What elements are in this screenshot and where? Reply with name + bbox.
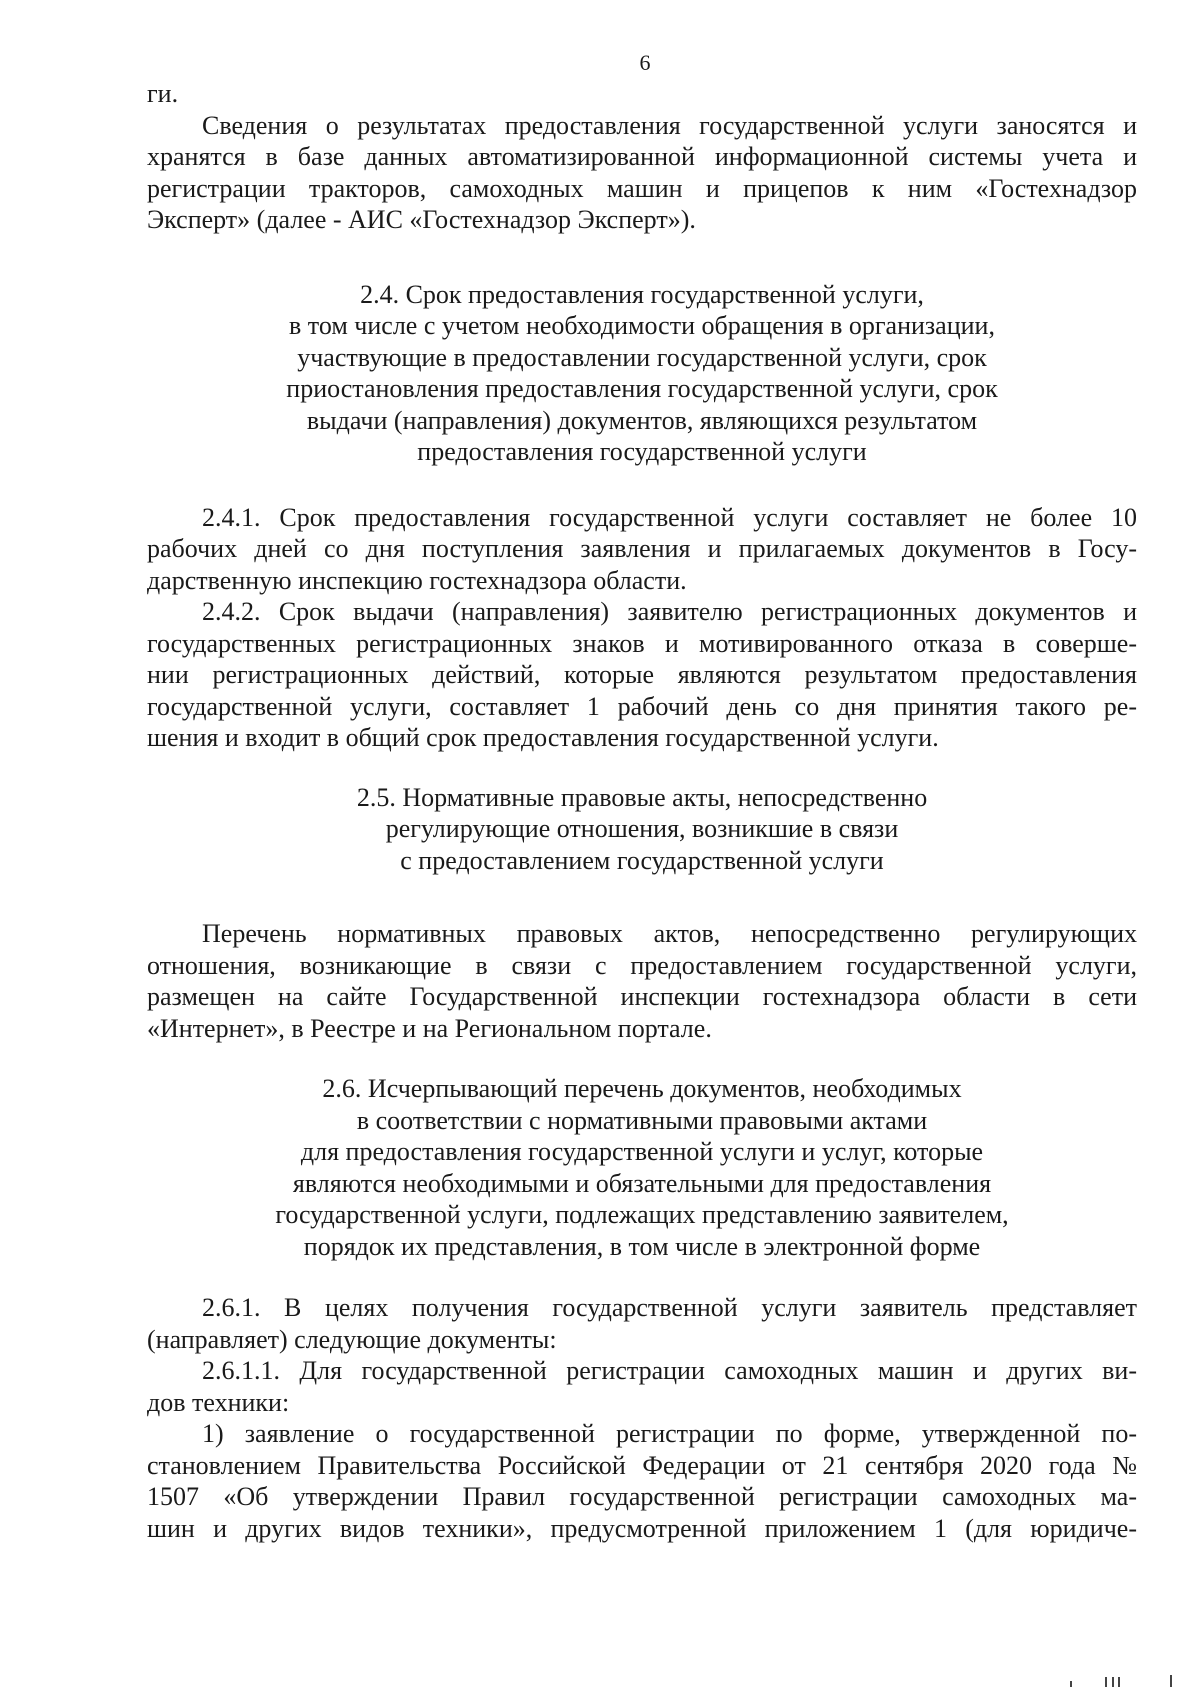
text-line: дарственную инспекцию гостехнадзора области.	[147, 565, 687, 595]
text-line: отношения, возникающие в связи с предоставлением государственной услуги,	[147, 950, 1137, 980]
paragraph	[147, 1418, 1137, 1544]
text-line: государственной услуги, составляет 1 рабочий день со дня принятия такого ре-	[147, 691, 1137, 721]
spacer	[147, 468, 1137, 502]
text-line: 2.4.2. Срок выдачи (направления) заявителю регистрационных документов и	[202, 597, 1137, 626]
text-line: государственных регистрационных знаков и мотивированного отказа в соверше-	[147, 628, 1137, 658]
text-line: становлением Правительства Российской Федерации от 21 сентября 2020 года №	[147, 1450, 1137, 1480]
paragraph	[147, 1355, 1137, 1418]
text-line: «Интернет», в Реестре и на Региональном портале.	[147, 1013, 712, 1043]
spacer	[147, 1044, 1137, 1073]
text-line: хранятся в базе данных автоматизированной информационной системы учета и	[147, 142, 1137, 171]
text-line: дов техники:	[147, 1387, 290, 1417]
heading-line: 2.4. Срок предоставления государственной услуги,	[360, 279, 924, 309]
paragraph	[147, 110, 1137, 236]
section-heading	[147, 782, 1137, 877]
document-body	[147, 78, 1137, 1544]
text-line: нии регистрационных действий, которые являются результатом предоставления	[147, 660, 1137, 689]
text-line: 1) заявление о государственной регистрации по форме, утвержденной по-	[202, 1419, 1137, 1448]
heading-line: в соответствии с нормативными правовыми актами	[356, 1105, 928, 1135]
section-heading	[147, 279, 1137, 468]
text-line: шин и других видов техники», предусмотренной приложением 1 (для юридиче-	[147, 1513, 1137, 1543]
text-line: шения и входит в общий срок предоставления государственной услуги.	[147, 723, 939, 752]
heading-line: для предоставления государственной услуги и услуг, которые	[300, 1137, 984, 1166]
heading-line: являются необходимыми и обязательными для предоставления	[292, 1168, 992, 1198]
text-line: ги.	[147, 79, 179, 108]
text-line: 2.6.1.1. Для государственной регистрации самоходных машин и других ви-	[202, 1356, 1137, 1385]
heading-line: 2.6. Исчерпывающий перечень документов, необходимых	[322, 1074, 962, 1103]
paragraph	[147, 596, 1137, 754]
spacer	[147, 876, 1137, 918]
page-number: 6	[639, 50, 651, 75]
heading-line: участвующие в предоставлении государственной услуги, срок	[297, 342, 987, 372]
paragraph	[147, 502, 1137, 597]
heading-line: государственной услуги, подлежащих представлению заявителем,	[275, 1200, 1009, 1229]
text-line: Эксперт» (далее - АИС «Гостехнадзор Эксперт»).	[147, 205, 696, 234]
text-line: рабочих дней со дня поступления заявления и прилагаемых документов в Госу-	[147, 534, 1137, 563]
text-line: 1507 «Об утверждении Правил государственной регистрации самоходных ма-	[147, 1482, 1137, 1511]
text-line: (направляет) следующие документы:	[147, 1324, 557, 1354]
paragraph	[147, 78, 1137, 110]
heading-line: порядок их представления, в том числе в электронной форме	[303, 1231, 981, 1261]
spacer	[147, 1262, 1137, 1292]
heading-line: с предоставлением государственной услуги	[400, 845, 884, 875]
text-line: 2.6.1. В целях получения государственной услуги заявитель представляет	[202, 1293, 1137, 1322]
section-heading	[147, 1073, 1137, 1262]
heading-line: в том числе с учетом необходимости обращения в организации,	[289, 311, 995, 340]
heading-line: регулирующие отношения, возникшие в связи	[385, 814, 899, 843]
scan-marks	[1060, 1673, 1180, 1687]
text-line: 2.4.1. Срок предоставления государственной услуги составляет не более 10	[202, 502, 1137, 532]
heading-line: выдачи (направления) документов, являющихся результатом	[306, 405, 978, 435]
text-line: размещен на сайте Государственной инспекции гостехнадзора области в сети	[147, 982, 1137, 1011]
paragraph	[147, 1292, 1137, 1355]
heading-line: приостановления предоставления государственной услуги, срок	[286, 374, 998, 403]
spacer	[147, 754, 1137, 782]
text-line: Перечень нормативных правовых актов, непосредственно регулирующих	[202, 919, 1137, 948]
text-line: регистрации тракторов, самоходных машин и прицепов к ним «Гостехнадзор	[147, 173, 1137, 203]
heading-line: 2.5. Нормативные правовые акты, непосредственно	[356, 782, 928, 812]
text-line: Сведения о результатах предоставления государственной услуги заносятся и	[202, 110, 1137, 140]
heading-line: предоставления государственной услуги	[417, 437, 867, 466]
spacer	[147, 236, 1137, 279]
paragraph	[147, 918, 1137, 1044]
